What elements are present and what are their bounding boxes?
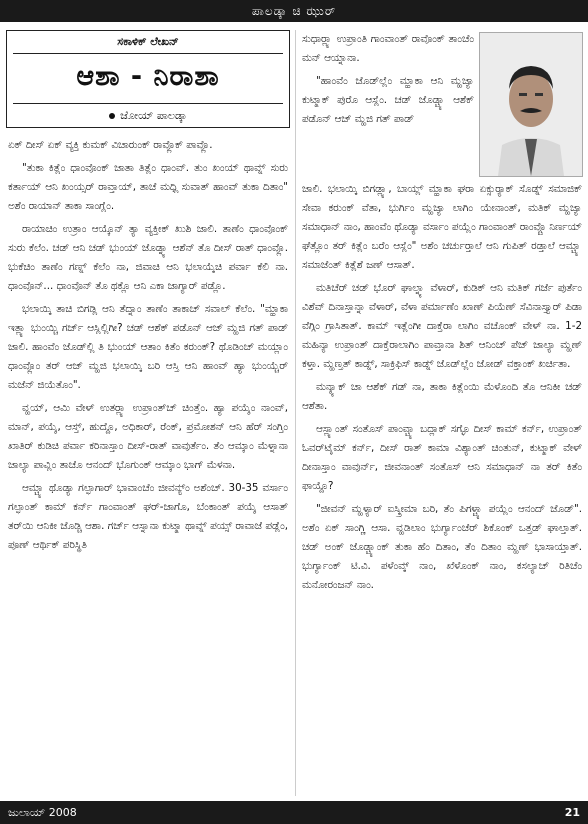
magazine-header: [0, 0, 588, 22]
right-top-column: [302, 30, 474, 180]
paragraph: ವ್ಹಯ್, ಆಮಿ ವೇಳ್ ಉತರ್‍ಲ್ಯಾ ಉಪ್ರಾಂತ್‌ಚ್ ಚಿಂತ್ತೆಂ. ಹ್ಯಾ ಪಯ್ಶೆಂ ನಾಂವ್, ಮಾನ್, ಪಯ್ಶೆ, ಆಸ್ತ್, ಹುದ್ದೊ, ಅಧಿಕಾರ್, ರೆಂಕ್, ಪ್ರಮೋಶನ್ ಆನಿ ಹೆರ್ ಸಂಗ್ತಿಂ ಖಾತಿರ್ ಕುಡಿಚಿ ಪರ್ವಾ ಕರಿನಾಸ್ತಾಂ ದೀಸ್-ರಾತ್ ವಾವುರ್ತೆಂ. ತೆಂ ಆಮ್ಕಾಂ ಮೆಳ್ನಾನಾ ಜಾಲ್ಯಾ ಪಾವ್ಲಿಂ ತಾಚೊ ಆನಂದ್ ಭೊಗುಂಕ್ ಆಮ್ಕಾಂ ಭಾಗ್ ಮೆಳನಾ.: [8, 402, 288, 471]
page-footer: [0, 801, 588, 824]
left-column: [8, 136, 288, 796]
author-portrait-icon: [480, 33, 582, 176]
paragraph: ರಾಯಾಚಿಂ ಉತ್ರಾಂ ಆಯ್ಕೊನ್ ತ್ಯಾ ವ್ಯಕ್ತೀಕ್ ಖುಶಿ ಜಾಲಿ. ತಾಣೆಂ ಧಾಂವೊಂಕ್ ಸುರು ಕೆಲೆಂ. ಚಡ್ ಆನಿ ಚಡ್ ಭುಂಯ್ ಜೊಡ್ನ್ಯಾ ಆಶೆನ್ ತೊ ದೀಸ್ ರಾತ್ ಧಾಂವ್ಲೊ. ಭುಕೆಚಿಂ ತಾಣೆಂ ಗಣ್ನ್ ಕೆಲೆಂ ನಾ, ಜಿವಾಚಿ ಆನಿ ಭಲಾಯ್ಕೆಚಿ ಪರ್ವಾ ಕೆಲಿ ನಾ. ಧಾಂವೊನ್... ಧಾಂವೊನ್ ತೊ ಥಕ್ಲೊ ಆನಿ ಎಕಾ ಜಾಗ್ಯಾರ್ ಪಡ್ಲೊ.: [8, 223, 288, 292]
paragraph: "ಹಾಂವೆಂ ಜೊಡ್‌ಲ್ಲೆಂ ಮ್ಹಾಕಾ ಆನಿ ಮ್ಹಜ್ಯಾ ಕುಟ್ಮಾಕ್ ಪುರೊ ಆಸ್ಲೆಂ. ಚಡ್ ಜೊಡ್ಚ್ಯಾ ಆಶೆಕ್ ಪಡೊನ್ ಆಜ್ ಮ್ಹಜಿ ಗತ್ ಪಾಡ್: [302, 75, 474, 125]
bullet-icon: [109, 113, 115, 119]
paragraph: ಆಸ್ಲ್ಯಾಂತ್ ಸಂತೊಸ್ ಪಾಂವ್ಚ್ಯಾ ಬದ್ಲಾಕ್ ಸಗ್ಳೊ ದೀಸ್ ಕಾಮ್ ಕರ್ನ್, ಉಪ್ರಾಂತ್ ಓವರ್‌ಟೈಮ್ ಕರ್ನ್, ದೀಸ್ ರಾತ್ ಕಾಮಾ ವಿಶ್ಯಾಂತ್ ಚಿಂತುನ್, ಕುಟ್ಮಾಕ್ ವೇಳ್ ದೀನಾಸ್ತಾಂ ವಾವುರ್ನ್, ಜೀವನಾಂತ್ ಸಂತೊಸ್ ಆನಿ ಸಮಾಧಾನ್ ನಾ ತರ್ ಕಿತೆಂ ಫಾಯ್ದೊ?: [302, 423, 582, 492]
paragraph: ಏಕ್ ದೀಸ್ ಏಕ್ ವ್ಯಕ್ತಿ ಕುಮಕ್ ವಿಚಾರುಂಕ್ ರಾವ್ಲೊಕ್ ಪಾವ್ಲೊ.: [8, 139, 213, 151]
paragraph: ಆಮ್ಚ್ಯಾ ಥೊಡ್ಯಾ ಗಲ್ಫಾಗಾರ್ ಭಾವಾಂಚೆಂ ಜೀವನ್ಯ್ಂ ಅಶೆಂಚ್. 30-35 ವರ್ಸಾಂ ಗಲ್ಫಾಂತ್ ಕಾಮ್ ಕರ್ನ್ ಗಾಂವಾಂತ್ ಘರ್-ಜಾಗೊ, ಬೆಂಕಾಂತ್ ಪಯ್ಶೆ ಆಸಾತ್ ತರ್‌ಯಿ ಆನಿಕೀ ಜೊಡ್ಚಿ ಆಶಾ. ಗರ್ಜ್ ಆಸ್ನಾನಾ ಕುಟ್ಮಾ ಥಾವ್ನ್ ಪಯ್ಸ್ ರಾವಾಜೆ ಪಡ್ಲೆಂ, ಪೂಣ್ ಆರ್ಥಿಕ್ ಪರಿಸ್ಥಿತಿ: [8, 482, 288, 551]
article-title: ಆಶಾ - ನಿರಾಶಾ: [76, 61, 220, 92]
paragraph: ಸುಧಾರ್‍ಲ್ಯಾ ಉಪ್ರಾಂತಿ ಗಾಂವಾಂತ್ ರಾವೊಂಕ್ ತಾಂಚೆಂ ಮನ್ ಆಯ್ನಾನಾ.: [302, 33, 474, 64]
author-name: ಜೋಯ್ ಪಾಲಡ್ಕಾ: [120, 109, 187, 122]
byline: [7, 109, 289, 123]
right-column: [302, 180, 582, 796]
paragraph: ಭಲಾಯ್ಕಿ ತಾಚಿ ಬಿಗಡ್ಲಿ ಆನಿ ತೆದ್ನಾಂ ತಾಣೆಂ ತಾಕಾಚ್ ಸವಾಲ್ ಕೆಲೆಂ. "ಮ್ಹಾಕಾ ಇತ್ಲ್ಯಾ ಭುಂಯ್ಚಿ ಗರ್ಜ್ ಆಸ್ಲಿಲ್ಲಿಗೀ? ಚಡ್ ಆಶೆಕ್ ಪಡೊನ್ ಆಜ್ ಮ್ಹಜಿ ಗತ್ ಪಾಡ್ ಜಾಲಿ. ಹಾಂವೆಂ ಜೊಡ್‌ಲ್ಲಿ ತಿ ಭುಂಯ್ ಆತಾಂ ಕಿತೆಂ ಕರುಂಕ್? ಥೊಡಿಂಚ್ ಮಯ್ಲಾಂ ಧಾಂವ್ಲೊಂ ತರ್ ಆಜ್ ಮ್ಹಜಿ ಭಲಾಯ್ಕಿ ಬರಿ ಆಸ್ತಿ ಆನಿ ಹಾಂವ್ ಹ್ಯಾ ಭುಂಯ್ಚೆರ್ ಮಜೆನ್ ಜಿಯೆತೊಂ".: [8, 303, 288, 391]
title-rule-top: [13, 53, 283, 54]
magazine-title: ಪಾಲಡ್ಕಾ ಚಿ ಝುರ್: [251, 4, 337, 18]
title-rule-bottom: [13, 103, 283, 104]
author-photo: [479, 32, 583, 177]
issue-date: ಜುಲಾಯ್ 2008: [8, 806, 77, 819]
paragraph: "ಜೀವನ್ ಮ್ಹಳ್ಯಾರ್ ಐಸ್ಕ್ರೀಮಾ ಬರಿ, ತೆಂ ಪಿಗಳ್ಚ್ಯಾ ಪಯ್ಲೆಂ ಆನಂದ್ ಜೊಡ್". ಅಶೆಂ ಏಕ್ ಸಾಂಗ್ಣಿ ಆಸಾ. ವ್ಹಡಿಲಾಂ ಭುರ್ಗ್ಯಾಂಚೆರ್ ಶಿಕೊಂಕ್ ಒತ್ತಡ್ ಘಾಲ್ತಾತ್. ಚಡ್ ಅಂಕ್ ಜೊಡ್ಚ್ಯಾಂಕ್ ತುಕಾ ಹೆಂ ದಿತಾಂ, ತೆಂ ದಿತಾಂ ಮ್ಹಣ್ ಭಾಸಾಯ್ತಾತ್. ಭುರ್ಗ್ಯಾಂಕ್ ಟಿ.ವಿ. ಪಳೆಂವ್ಕ್ ನಾಂ, ಖೆಳೊಂಕ್ ನಾಂ, ಕಸಲ್ಯಾಚ್ ರಿತಿಚೆಂ ಮನೋರಂಜನ್ ನಾಂ.: [302, 503, 582, 591]
page-number: 21: [564, 806, 580, 819]
paragraph: ಮತಿಚೆರ್ ಚಡ್ ಭೊರ್ ಘಾಲ್ನ್ಯಾ ವೆಳಾರ್, ಕುಡಿಕ್ ಆನಿ ಮತಿಕ್ ಗರ್ಜೆ ಪುರ್ತೆಂ ವಿಶೆವ್ ದಿನಾಸ್ತಾನ್ನಾ ವೆಳಾರ್, ವೆಳಾ ಪರ್ಮಾಣೆಂ ಖಾಣ್ ಪಿಯೆಣ್ ಸೆವಿನಾಸ್ತ್ಯಾರ್ ಪಿಡಾ ವೆಗ್ಗಿಂ ಗ್ರಾಸಿತಾತ್. ಕಾಮ್ ಇತ್ಲೆಂಗೀ ದಾಕ್ತೆರಾ ಲಾಗಿಂ ವಚೊಂಕ್ ವೇಳ್ ನಾ. 1-2 ಮಹಿನ್ಯಾ ಉಪ್ರಾಂತ್ ದಾಕ್ತೆರಾಲಾಗಿಂ ಪಾವ್ತಾನಾ ಶಿತ್ ಆನಿಂಚ್ ಪೆಜ್ ಜಾಲ್ಯಾ ಮ್ಹಣ್ ಕಳ್ತಾ. ಮ್ಹಣ್ತತ್ ಕಾಡ್ನ್, ಸಾಕ್ರಿಫಿಸ್ ಕಾಡ್ನ್ ಜೊಡ್‌ಲ್ಲೆಂ ಜೋಡ್ ವಕ್ತಾಂಕ್ ಖರ್ಚಿತಾ.: [302, 282, 582, 370]
column-divider: [295, 30, 296, 796]
paragraph: "ತುಕಾ ಕಿತ್ಲೆಂ ಧಾಂವೊಂಕ್ ಜಾತಾ ತಿತ್ಲೆಂ ಧಾಂವ್. ತುಂ ಖಂಯ್ ಥಾವ್ನ್ ಸುರು ಕರ್ತಾಯ್ ಆನಿ ಖಂಯ್ಸರ್ ರಾವ್ತಾಯ್, ತಾಚೆ ಮಧ್ಲಿ ಸುವಾತ್ ಹಾಂವ್ ತುಕಾ ದಿತಾಂ" ಅಶೆಂ ರಾಯಾನ್ ತಾಕಾ ಸಾಂಗ್ಲೆಂ.: [8, 162, 288, 212]
section-label: ಸಕಾಳಿಕ್ ಲೇಖನ್: [117, 35, 179, 48]
article-title-box: [6, 30, 290, 128]
paragraph: ಜಾಲಿ. ಭಲಾಯ್ಕಿ ಬಿಗಡ್ಲ್ಯಾ, ಬಾಯ್ಲ್ ಮ್ಹಾಕಾ ಘರಾ ಏಕ್ಸುರ್‍ಯಾಕ್ ಸೊಡ್ನ್ ಸಮಾಜಿಕ್ ಸೇವಾ ಕರುಂಕ್ ವೆತಾ, ಭುರ್ಗಿಂ ಮ್ಹಜ್ಯಾ ಲಾಗಿಂ ಯೇನಾಂತ್, ಮತಿಕ್ ಮ್ಹಜ್ಯಾ ಸಮಾಧಾನ್ ನಾಂ, ಹಾಂವೆಂ ಥೊಡ್ಯಾ ವರ್ಸಾಂ ಪಯ್ಲೆಂ ಗಾಂವಾಂತ್ ರಾಂವ್ಚೊ ನಿರ್ಣಯ್ ಘೆತ್ಲೊಂ ತರ್ ಕಿತ್ಲೆಂ ಬರೆಂ ಆಸ್ಲೆಂ" ಅಶೆಂ ಚರ್ಚುರ್‍ತಾಲೆ ಆನಿ ಗುಪಿತ್ ರಡ್ತಾಲೆ ಆಮ್ಚ್ಯಾ ಸಮಾಜೆಂತ್ ಕಿತ್ಲೆಶೆ ಜಣ್ ಆಸಾತ್.: [302, 183, 582, 271]
paragraph: ಮನ್ಶ್ಯಾಕ್ ಚಾ ಆಶೆಕ್ ಗಡ್ ನಾ, ತಾಕಾ ಕಿತ್ಲೆಂಯಿ ಮೆಳೊಂದಿ ತೊ ಆನಿಕೀ ಚಡ್ ಆಶೆತಾ.: [302, 381, 582, 412]
